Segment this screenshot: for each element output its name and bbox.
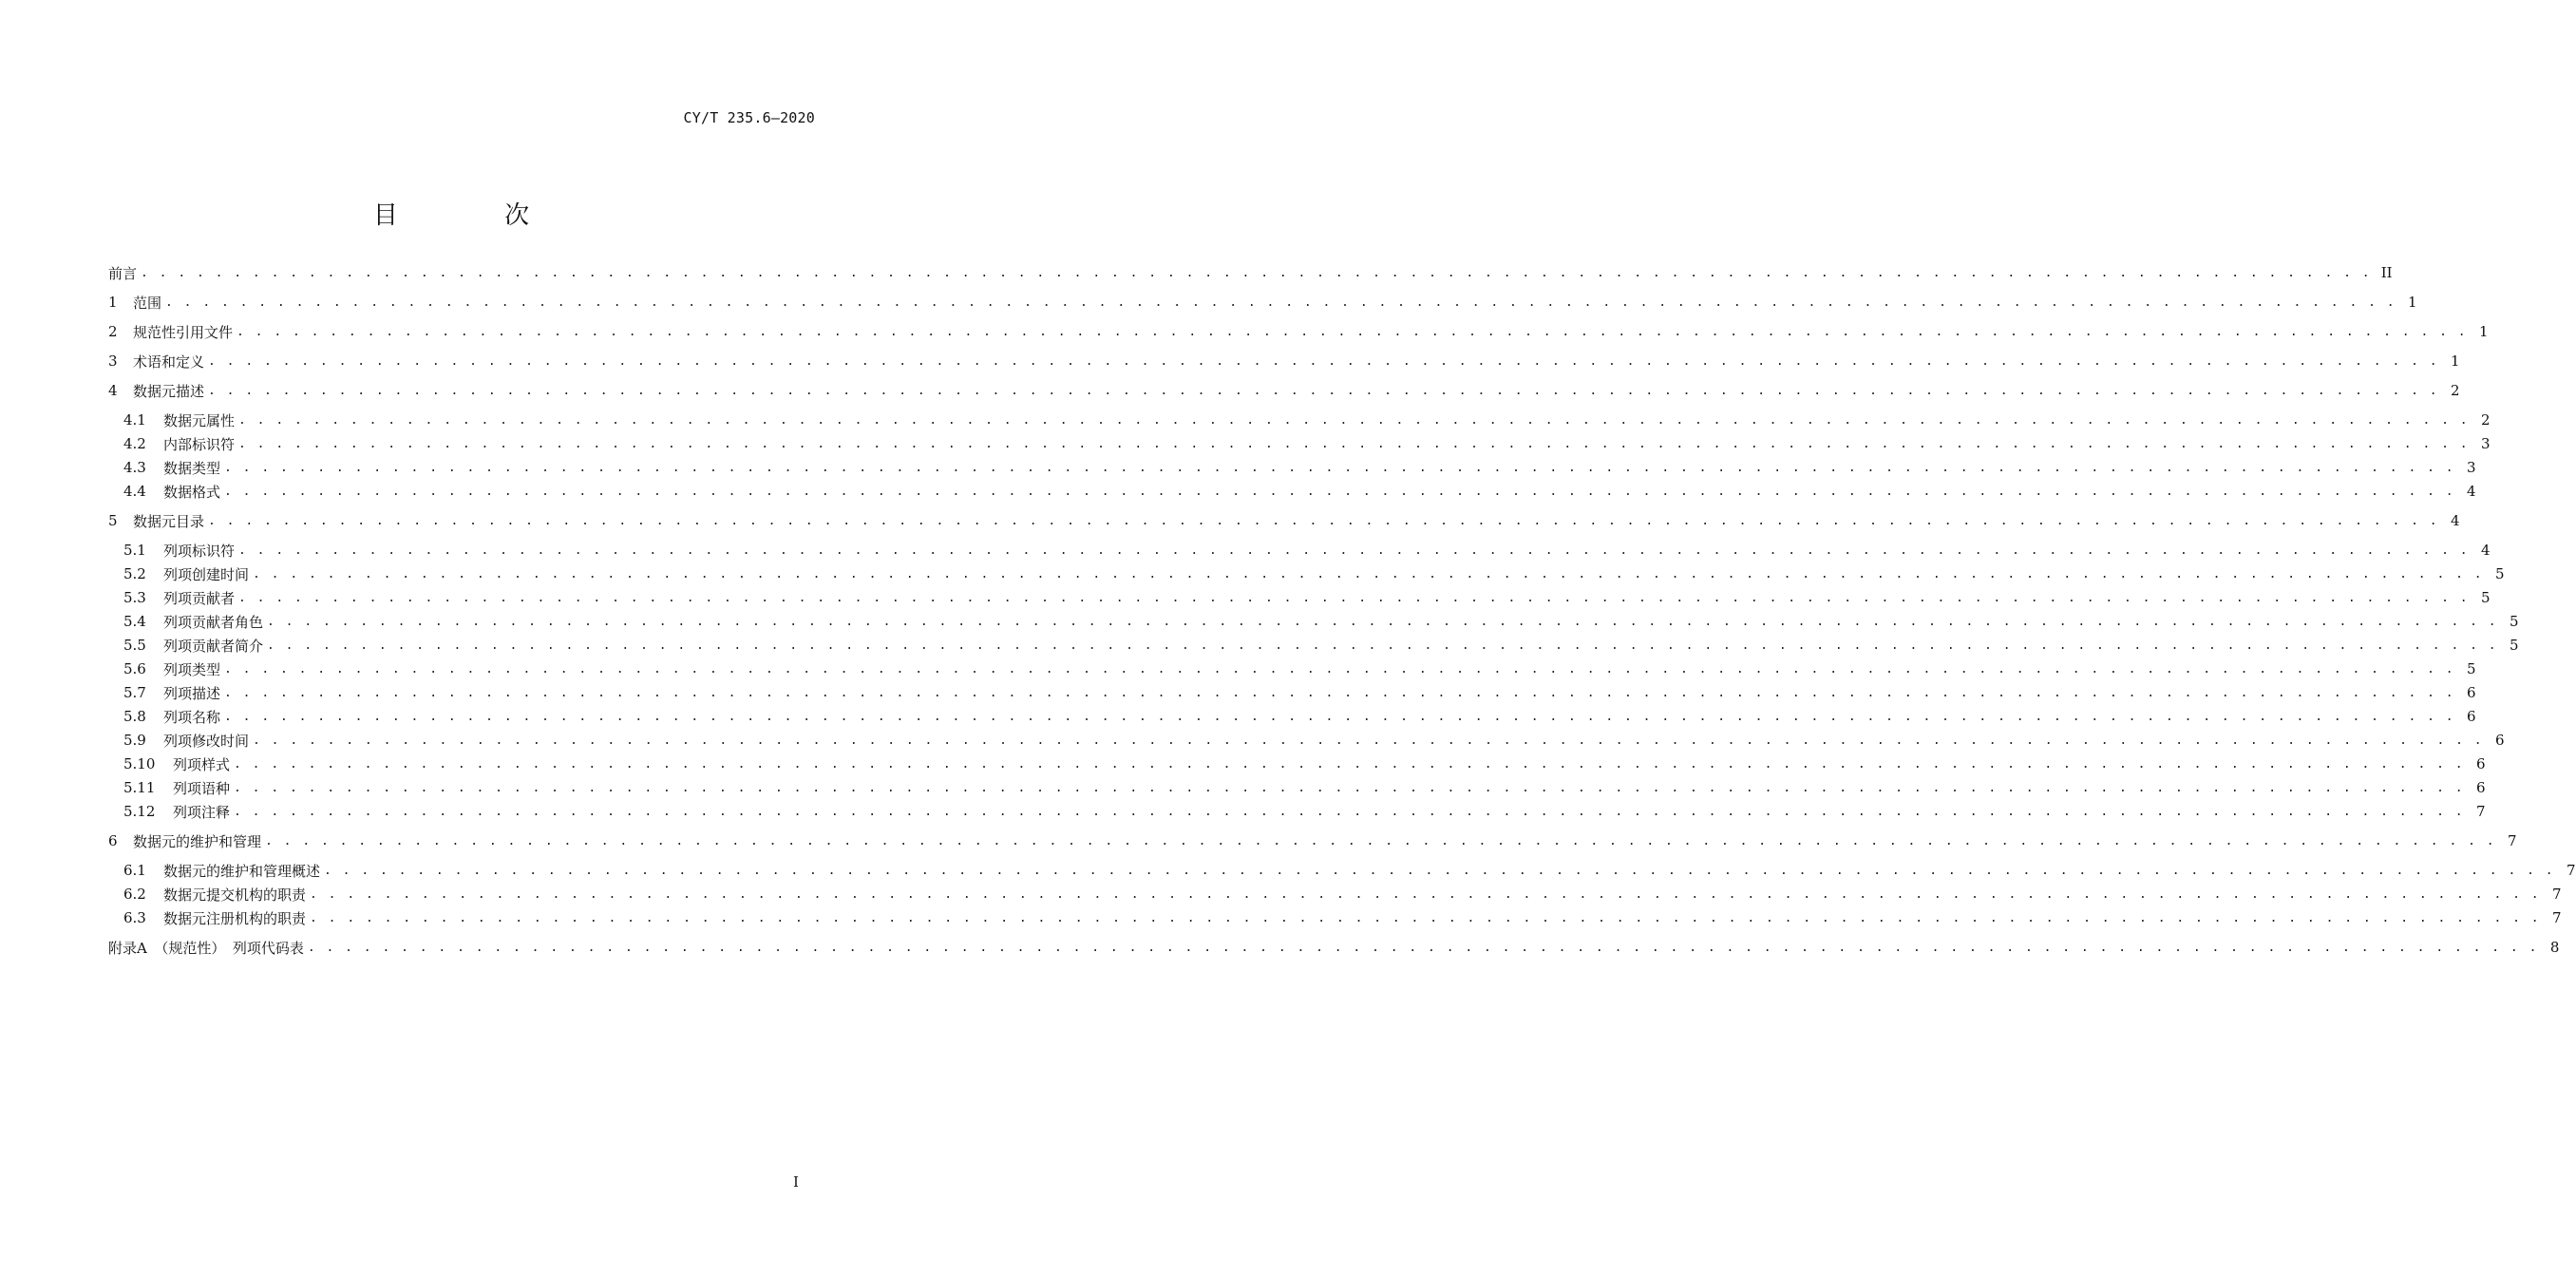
toc-entry-number: 5.3: [123, 589, 146, 606]
toc-entry[interactable]: [108, 937, 2560, 958]
toc-entry[interactable]: [108, 321, 2489, 342]
toc-entry-number: 6: [108, 832, 118, 849]
toc-entry-page: 8: [2549, 939, 2560, 956]
toc-entry-number: 5.12: [123, 803, 156, 820]
toc-entry-number: 4: [108, 382, 118, 399]
toc-entry-page: 1: [2479, 323, 2489, 340]
toc-entry-label: 数据元的维护和管理: [133, 832, 262, 850]
toc-entry-number: 6.3: [123, 909, 146, 926]
toc-entry-number: 5.9: [123, 732, 146, 749]
toc-entry-page: 4: [2451, 512, 2460, 529]
toc-entry-page: 2: [2451, 382, 2460, 399]
toc-entry[interactable]: [108, 262, 2393, 283]
toc-entry-label: 列项贡献者简介: [163, 637, 264, 655]
toc-entry-label: 数据格式: [163, 483, 221, 501]
toc-entry-label: 列项语种: [173, 779, 231, 797]
toc-leader-dots: . . . . . . . . . . . . . . . . . . . . . . . . . . . . . . . . . . . . . . . . . . . . . . . . . . . . . . . . . . . . . . . . . . . . . . . . . . . . . . . . . . . . . . . . . . . . . . . . . . . . . . . . . . . . . . . . . . . . . . . .: [234, 780, 2465, 795]
toc-entry-label: 术语和定义: [133, 353, 205, 371]
toc-entry-label: 附录A （规范性） 列项代码表: [108, 939, 304, 957]
toc-entry-page: 5: [2510, 637, 2519, 654]
toc-leader-dots: . . . . . . . . . . . . . . . . . . . . . . . . . . . . . . . . . . . . . . . . . . . . . . . . . . . . . . . . . . . . . . . . . . . . . . . . . . . . . . . . . . . . . . . . . . . . . . . . . . . . . . . . . . . . . . . . . . . . . . . .: [253, 566, 2484, 581]
toc-leader-dots: . . . . . . . . . . . . . . . . . . . . . . . . . . . . . . . . . . . . . . . . . . . . . . . . . . . . . . . . . . . . . . . . . . . . . . . . . . . . . . . . . . . . . . . . . . . . . . . . . . . . . . . . . . . . . . . . . . . . . . . .: [224, 685, 2455, 700]
toc-entry-label: 列项贡献者角色: [163, 613, 264, 631]
toc-leader-dots: . . . . . . . . . . . . . . . . . . . . . . . . . . . . . . . . . . . . . . . . . . . . . . . . . . . . . . . . . . . . . . . . . . . . . . . . . . . . . . . . . . . . . . . . . . . . . . . . . . . . . . . . . . . . . . . . . . . . . . . .: [234, 804, 2465, 819]
toc-leader-dots: . . . . . . . . . . . . . . . . . . . . . . . . . . . . . . . . . . . . . . . . . . . . . . . . . . . . . . . . . . . . . . . . . . . . . . . . . . . . . . . . . . . . . . . . . . . . . . . . . . . . . . . . . . . . . . . . . . . . . . . .: [253, 733, 2484, 748]
toc-entry-number: 2: [108, 323, 118, 340]
toc-entry[interactable]: [123, 907, 2562, 928]
toc-entry-label: 列项注释: [173, 803, 231, 821]
toc-leader-dots: . . . . . . . . . . . . . . . . . . . . . . . . . . . . . . . . . . . . . . . . . . . . . . . . . . . . . . . . . . . . . . . . . . . . . . . . . . . . . . . . . . . . . . . . . . . . . . . . . . . . . . . . . . . . . . . . . . . . . . . .: [224, 460, 2455, 475]
toc-entry[interactable]: [108, 292, 2417, 313]
toc-entry[interactable]: [123, 860, 2576, 881]
toc-leader-dots: . . . . . . . . . . . . . . . . . . . . . . . . . . . . . . . . . . . . . . . . . . . . . . . . . . . . . . . . . . . . . . . . . . . . . . . . . . . . . . . . . . . . . . . . . . . . . . . . . . . . . . . . . . . . . . . . . . . . . . . .: [310, 886, 2541, 902]
toc-entry-page: 5: [2495, 565, 2505, 582]
toc-entry[interactable]: [123, 481, 2476, 502]
toc-leader-dots: . . . . . . . . . . . . . . . . . . . . . . . . . . . . . . . . . . . . . . . . . . . . . . . . . . . . . . . . . . . . . . . . . . . . . . . . . . . . . . . . . . . . . . . . . . . . . . . . . . . . . . . . . . . . . . . . . . . . . . . .: [324, 863, 2555, 878]
toc-leader-dots: . . . . . . . . . . . . . . . . . . . . . . . . . . . . . . . . . . . . . . . . . . . . . . . . . . . . . . . . . . . . . . . . . . . . . . . . . . . . . . . . . . . . . . . . . . . . . . . . . . . . . . . . . . . . . . . . . . . . . . . .: [224, 709, 2455, 724]
toc-entry[interactable]: [123, 611, 2519, 632]
toc-entry-number: 6.2: [123, 886, 146, 903]
toc-entry-number: 5.8: [123, 708, 146, 725]
toc-entry[interactable]: [123, 777, 2486, 798]
toc-entry[interactable]: [123, 587, 2491, 608]
toc-leader-dots: . . . . . . . . . . . . . . . . . . . . . . . . . . . . . . . . . . . . . . . . . . . . . . . . . . . . . . . . . . . . . . . . . . . . . . . . . . . . . . . . . . . . . . . . . . . . . . . . . . . . . . . . . . . . . . . . . . . . . . . .: [265, 833, 2496, 848]
toc-entry[interactable]: [123, 635, 2519, 656]
toc-entry-page: 5: [2481, 589, 2491, 606]
toc-entry-label: 列项创建时间: [163, 565, 250, 583]
standard-code: CY/T 235.6—2020: [683, 109, 815, 126]
toc-entry-label: 列项标识符: [163, 542, 236, 560]
toc-leader-dots: . . . . . . . . . . . . . . . . . . . . . . . . . . . . . . . . . . . . . . . . . . . . . . . . . . . . . . . . . . . . . . . . . . . . . . . . . . . . . . . . . . . . . . . . . . . . . . . . . . . . . . . . . . . . . . . . . . . . . . . .: [307, 940, 2539, 955]
toc-entry[interactable]: [108, 380, 2460, 401]
toc-entry-label: 前言: [108, 264, 138, 282]
toc-entry[interactable]: [123, 884, 2562, 905]
toc-entry-number: 4.2: [123, 435, 146, 452]
toc-leader-dots: . . . . . . . . . . . . . . . . . . . . . . . . . . . . . . . . . . . . . . . . . . . . . . . . . . . . . . . . . . . . . . . . . . . . . . . . . . . . . . . . . . . . . . . . . . . . . . . . . . . . . . . . . . . . . . . . . . . . . . . .: [237, 324, 2468, 339]
toc-entry[interactable]: [123, 433, 2491, 454]
toc-leader-dots: . . . . . . . . . . . . . . . . . . . . . . . . . . . . . . . . . . . . . . . . . . . . . . . . . . . . . . . . . . . . . . . . . . . . . . . . . . . . . . . . . . . . . . . . . . . . . . . . . . . . . . . . . . . . . . . . . . . . . . . .: [267, 638, 2498, 653]
toc-leader-dots: . . . . . . . . . . . . . . . . . . . . . . . . . . . . . . . . . . . . . . . . . . . . . . . . . . . . . . . . . . . . . . . . . . . . . . . . . . . . . . . . . . . . . . . . . . . . . . . . . . . . . . . . . . . . . . . . . . . . . . . .: [208, 383, 2439, 398]
toc-leader-dots: . . . . . . . . . . . . . . . . . . . . . . . . . . . . . . . . . . . . . . . . . . . . . . . . . . . . . . . . . . . . . . . . . . . . . . . . . . . . . . . . . . . . . . . . . . . . . . . . . . . . . . . . . . . . . . . . . . . . . . . .: [238, 412, 2470, 428]
toc-entry-number: 5.11: [123, 779, 156, 796]
toc-entry-number: 5.7: [123, 684, 146, 701]
toc-entry[interactable]: [123, 753, 2486, 774]
toc-entry-page: 3: [2467, 459, 2476, 476]
toc-entry-label: 规范性引用文件: [133, 323, 234, 341]
toc-leader-dots: . . . . . . . . . . . . . . . . . . . . . . . . . . . . . . . . . . . . . . . . . . . . . . . . . . . . . . . . . . . . . . . . . . . . . . . . . . . . . . . . . . . . . . . . . . . . . . . . . . . . . . . . . . . . . . . . . . . . . . . .: [238, 590, 2470, 605]
toc-entry-label: 列项描述: [163, 684, 221, 702]
toc-entry-number: 5.2: [123, 565, 146, 582]
toc-entry-page: 5: [2510, 613, 2519, 630]
toc-leader-dots: . . . . . . . . . . . . . . . . . . . . . . . . . . . . . . . . . . . . . . . . . . . . . . . . . . . . . . . . . . . . . . . . . . . . . . . . . . . . . . . . . . . . . . . . . . . . . . . . . . . . . . . . . . . . . . . . . . . . . . . .: [267, 614, 2498, 629]
toc-entry[interactable]: [123, 706, 2476, 727]
toc-entry-label: 数据元描述: [133, 382, 205, 400]
toc-leader-dots: . . . . . . . . . . . . . . . . . . . . . . . . . . . . . . . . . . . . . . . . . . . . . . . . . . . . . . . . . . . . . . . . . . . . . . . . . . . . . . . . . . . . . . . . . . . . . . . . . . . . . . . . . . . . . . . . . . . . . . . .: [224, 661, 2455, 677]
toc-entry-label: 列项名称: [163, 708, 221, 726]
toc-entry-page: 6: [2476, 755, 2486, 772]
toc-entry-number: 4.1: [123, 411, 146, 429]
toc-entry[interactable]: [108, 830, 2517, 851]
toc-entry-number: 5: [108, 512, 118, 529]
toc-entry-page: II: [2380, 264, 2393, 281]
toc-entry-label: 数据元注册机构的职责: [163, 909, 307, 927]
toc-entry-number: 5.6: [123, 660, 146, 677]
toc-entry-page: 6: [2467, 684, 2476, 701]
toc-entry-number: 5.10: [123, 755, 156, 772]
toc-entry-page: 7: [2567, 862, 2576, 879]
toc-entry-label: 范围: [133, 294, 162, 312]
toc-entry-number: 5.5: [123, 637, 146, 654]
toc-entry-page: 1: [2451, 353, 2460, 370]
toc-entry-page: 6: [2467, 708, 2476, 725]
toc-entry[interactable]: [123, 540, 2491, 561]
toc-leader-dots: . . . . . . . . . . . . . . . . . . . . . . . . . . . . . . . . . . . . . . . . . . . . . . . . . . . . . . . . . . . . . . . . . . . . . . . . . . . . . . . . . . . . . . . . . . . . . . . . . . . . . . . . . . . . . . . . . . . . . . . .: [224, 484, 2455, 499]
toc-leader-dots: . . . . . . . . . . . . . . . . . . . . . . . . . . . . . . . . . . . . . . . . . . . . . . . . . . . . . . . . . . . . . . . . . . . . . . . . . . . . . . . . . . . . . . . . . . . . . . . . . . . . . . . . . . . . . . . . . . . . . . . .: [310, 910, 2541, 925]
toc-entry-page: 7: [2552, 909, 2562, 926]
toc-entry[interactable]: [123, 563, 2505, 584]
toc-entry-page: 5: [2467, 660, 2476, 677]
toc-entry[interactable]: [123, 801, 2486, 822]
toc-entry-page: 7: [2552, 886, 2562, 903]
toc-entry-number: 4.3: [123, 459, 146, 476]
toc-entry[interactable]: [108, 510, 2460, 531]
toc-leader-dots: . . . . . . . . . . . . . . . . . . . . . . . . . . . . . . . . . . . . . . . . . . . . . . . . . . . . . . . . . . . . . . . . . . . . . . . . . . . . . . . . . . . . . . . . . . . . . . . . . . . . . . . . . . . . . . . . . . . . . . . .: [238, 543, 2470, 558]
toc-leader-dots: . . . . . . . . . . . . . . . . . . . . . . . . . . . . . . . . . . . . . . . . . . . . . . . . . . . . . . . . . . . . . . . . . . . . . . . . . . . . . . . . . . . . . . . . . . . . . . . . . . . . . . . . . . . . . . . . . . . . . . . .: [208, 513, 2439, 528]
toc-entry-label: 数据元目录: [133, 512, 205, 530]
toc-entry-label: 列项修改时间: [163, 732, 250, 750]
toc-entry-page: 1: [2408, 294, 2417, 311]
toc-entry-page: 2: [2481, 411, 2491, 429]
toc-entry-label: 数据元的维护和管理概述: [163, 862, 321, 880]
toc-entry[interactable]: [123, 457, 2476, 478]
toc-entry-label: 列项样式: [173, 755, 231, 773]
toc-entry-page: 6: [2476, 779, 2486, 796]
toc-entry-label: 数据类型: [163, 459, 221, 477]
toc-entry-number: 6.1: [123, 862, 146, 879]
page-number: I: [793, 1173, 799, 1191]
toc-entry-label: 列项类型: [163, 660, 221, 678]
toc-entry-label: 列项贡献者: [163, 589, 236, 607]
toc-entry-page: 7: [2476, 803, 2486, 820]
toc-entry-number: 3: [108, 353, 118, 370]
toc-entry-number: 5.1: [123, 542, 146, 559]
toc-entry-number: 5.4: [123, 613, 146, 630]
toc-entry[interactable]: [123, 410, 2491, 430]
toc-entry-page: 6: [2495, 732, 2505, 749]
toc-entry-label: 数据元提交机构的职责: [163, 886, 307, 904]
toc-entry-label: 数据元属性: [163, 411, 236, 429]
toc-entry-number: 4.4: [123, 483, 146, 500]
toc-entry-page: 4: [2467, 483, 2476, 500]
toc-leader-dots: . . . . . . . . . . . . . . . . . . . . . . . . . . . . . . . . . . . . . . . . . . . . . . . . . . . . . . . . . . . . . . . . . . . . . . . . . . . . . . . . . . . . . . . . . . . . . . . . . . . . . . . . . . . . . . . . . . . . . . . .: [165, 295, 2396, 310]
toc-entry-page: 7: [2508, 832, 2517, 849]
toc-entry[interactable]: [123, 658, 2476, 679]
toc-leader-dots: . . . . . . . . . . . . . . . . . . . . . . . . . . . . . . . . . . . . . . . . . . . . . . . . . . . . . . . . . . . . . . . . . . . . . . . . . . . . . . . . . . . . . . . . . . . . . . . . . . . . . . . . . . . . . . . . . . . . . . . .: [234, 756, 2465, 772]
toc-entry-number: 1: [108, 294, 118, 311]
toc-entry[interactable]: [123, 682, 2476, 703]
toc-entry-label: 内部标识符: [163, 435, 236, 453]
toc-leader-dots: . . . . . . . . . . . . . . . . . . . . . . . . . . . . . . . . . . . . . . . . . . . . . . . . . . . . . . . . . . . . . . . . . . . . . . . . . . . . . . . . . . . . . . . . . . . . . . . . . . . . . . . . . . . . . . . . . . . . . . . .: [238, 436, 2470, 451]
toc-entry-page: 3: [2481, 435, 2491, 452]
toc-entry[interactable]: [123, 730, 2505, 751]
toc-entry[interactable]: [108, 351, 2460, 372]
toc-leader-dots: . . . . . . . . . . . . . . . . . . . . . . . . . . . . . . . . . . . . . . . . . . . . . . . . . . . . . . . . . . . . . . . . . . . . . . . . . . . . . . . . . . . . . . . . . . . . . . . . . . . . . . . . . . . . . . . . . . . . . . . .: [141, 265, 2372, 280]
toc-entry-page: 4: [2481, 542, 2491, 559]
page-title: 目 次: [372, 201, 579, 230]
toc-leader-dots: . . . . . . . . . . . . . . . . . . . . . . . . . . . . . . . . . . . . . . . . . . . . . . . . . . . . . . . . . . . . . . . . . . . . . . . . . . . . . . . . . . . . . . . . . . . . . . . . . . . . . . . . . . . . . . . . . . . . . . . .: [208, 353, 2439, 369]
